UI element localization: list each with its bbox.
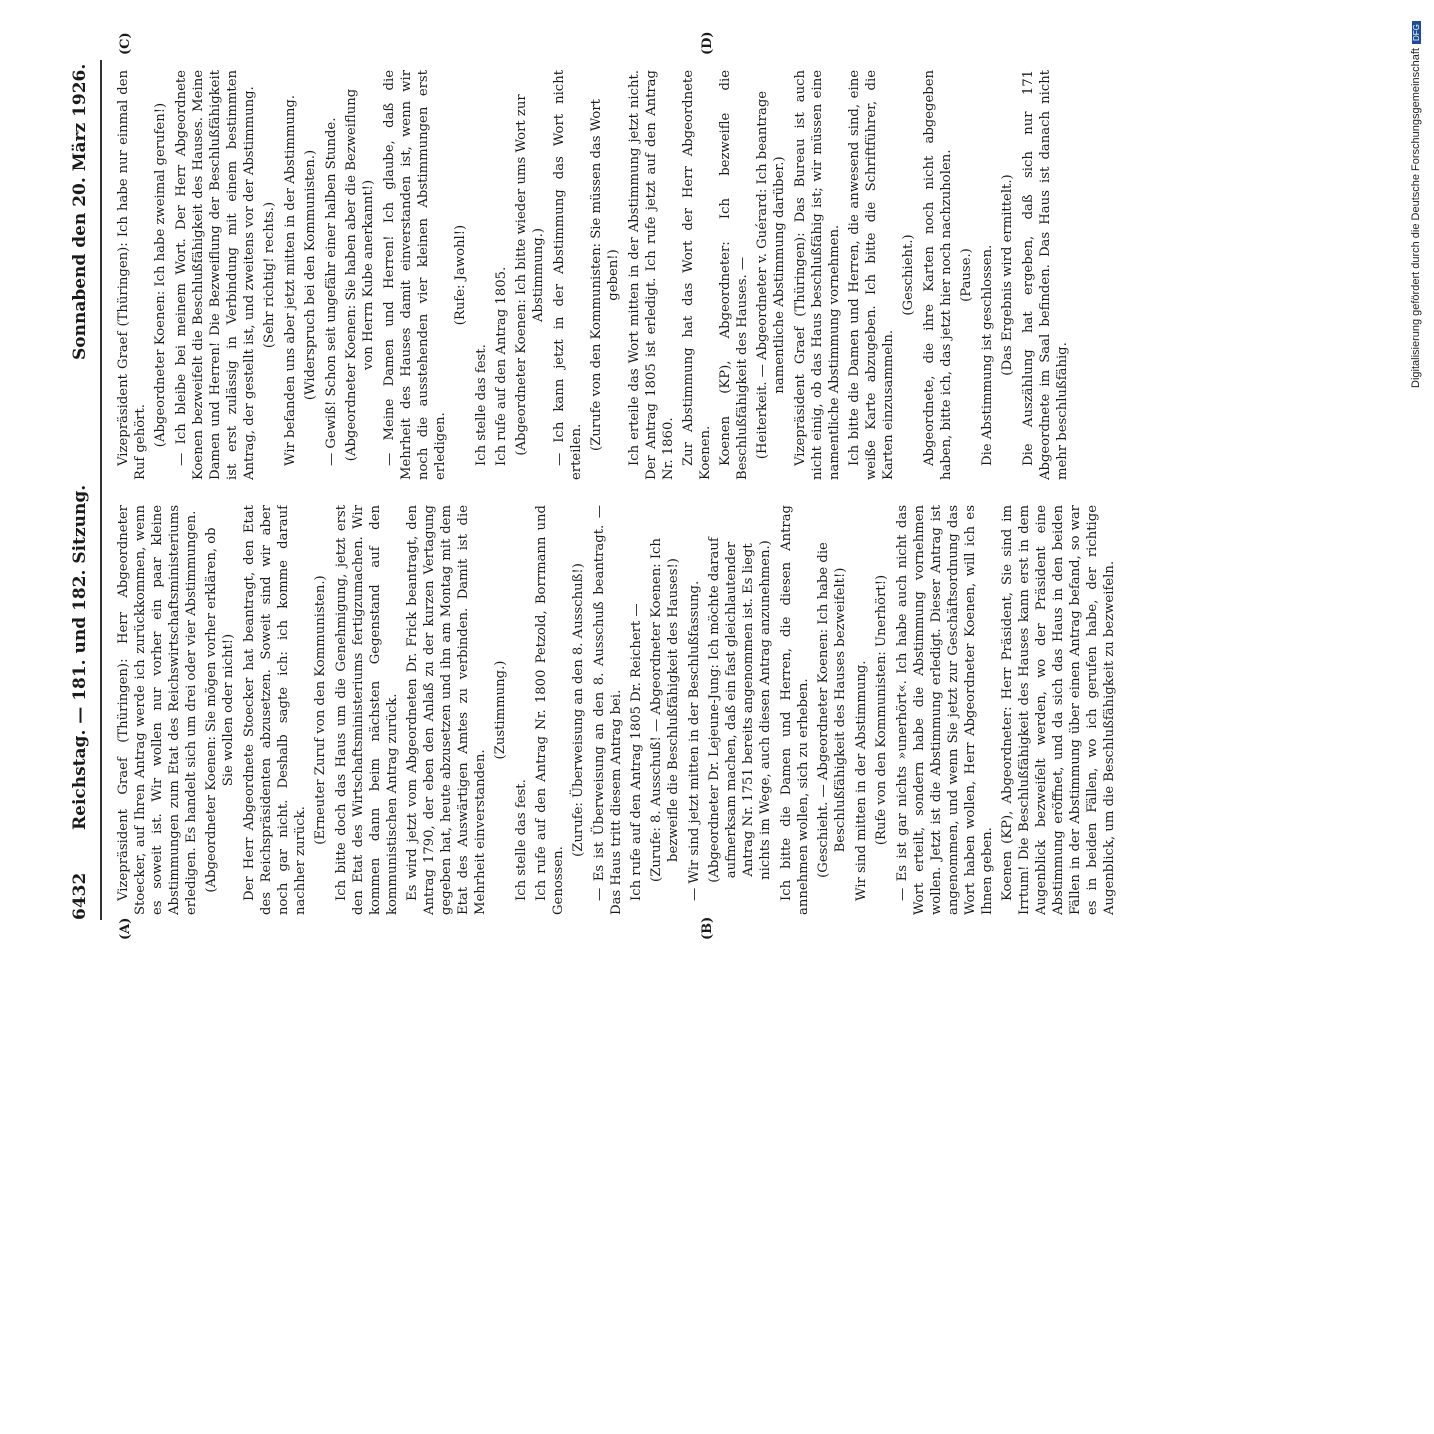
interjection: (Zurufe: 8. Ausschuß! — Abgeordneter Koenen: Ich bezweifle die Beschlußfähigkeit des Hauses!) [649,538,681,882]
paragraph: Es wird jetzt vom Abgeordneten Dr. Frick beantragt, den Antrag 1790, der eben den Anlaß zu der kurzen Vertagung gegeben hat, heute abzusetzen und ihn am Montag mit dem Etat des Auswärtigen Amtes zu verbinden. Damit ist die Mehrheit einverstanden. [405,505,488,915]
page-number: 6432 [70,872,90,920]
paragraph: Die Auszählung hat ergeben, daß sich nur 171 Abgeordnete im Saal befinden. Das Haus ist danach nicht mehr beschlußfähig. [1021,70,1070,480]
interjection: (Geschieht.) [901,234,916,316]
paragraph: Ich bitte die Damen und Herren, die diesen Antrag annehmen wollen, sich zu erheben. [779,505,811,915]
paragraph: — Ich bleibe bei meinem Wort. Der Herr Abgeordnete Koenen bezweifelt die Beschlußfähigkeit des Hauses. Meine Damen und Herren! Die Bezweiflung der Beschlußfähigkeit ist erst zulässig in Verbindung mit einem bestimmten Antrag, der gestellt ist, und zweitens vor der Abstimmung. [174,70,257,480]
interjection: (Abgeordneter Koenen: Ich habe zweimal gerufen!) [153,102,168,448]
interjection: (Pause.) [959,248,974,302]
left-column [115,505,1365,915]
paragraph: Ich stelle das fest. [474,344,489,466]
interjection: (Das Ergebnis wird ermittelt.) [1000,174,1015,376]
paragraph: Ich erteile das Wort mitten in der Abstimmung jetzt nicht. Der Antrag 1805 ist erledigt. Ich rufe jetzt auf den Antrag Nr. 1860. [627,70,676,480]
interjection: (Zustimmung.) [493,660,508,760]
paragraph: Vizepräsident Graef (Thüringen): Herr Abgeordneter Stoecker, auf Ihren Antrag werde ich zurückkommen, wenn es soweit ist. Wir wollen nur vorher ein paar kleine Abstimmungen zum Etat des Reichswirtschaftsministeriums erledigen. Es handelt sich um drei oder vier Abstimmungen. [116,505,199,915]
paragraph: Die Abstimmung ist geschlossen. [980,244,995,466]
paragraph: Der Herr Abgeordnete Stoecker hat beantragt, den Etat des Reichspräsidenten abzusetzen. Soweit sind wir aber noch gar nicht. Deshalb sagte ich: ich komme darauf nachher zurück. [242,505,308,915]
paragraph: Abgeordnete, die ihre Karten noch nicht abgegeben haben, bitte ich, das jetzt hier noch nachzuholen. [922,70,954,480]
paragraph: Wir befanden uns aber jetzt mitten in der Abstimmung. [283,95,298,466]
paragraph: Ich bitte die Damen und Herren, die anwesend sind, eine weiße Karte abzugeben. Ich bitte die Schriftführer, die Karten einzusammeln. [847,70,896,480]
paragraph: Wir sind mitten in der Abstimmung. [854,660,869,901]
interjection: (Zurufe von den Kommunisten: Sie müssen das Wort geben!) [589,99,621,451]
paragraph: Zur Abstimmung hat das Wort der Herr Abgeordnete Koenen. [681,70,713,480]
margin-marker-c: (C) [118,32,133,55]
credit-text: Digitalisierung gefördert durch die Deutsche Forschungsgemeinschaft [1410,48,1422,388]
paragraph: — Ich kann jetzt in der Abstimmung das Wort nicht erteilen. [552,70,584,480]
paragraph: — Es ist gar nichts »unerhört«. Ich habe auch nicht das Wort erteilt, sondern habe die Abstimmung vornehmen wollen. Jetzt ist die Abstimmung erledigt. Dieser Antrag ist angenommen, und wenn Sie jetzt zur Geschäftsordnung das Wort haben wollen, Herr Abgeordneter Koenen, will ich es Ihnen geben. [895,505,995,915]
header-left: Reichstag. — 181. und 182. Sitzung. [70,484,90,830]
paragraph: — Es ist Überweisung an den 8. Ausschuß beantragt. — Das Haus tritt diesem Antrag bei. [592,505,624,915]
interjection: (Zurufe: Überweisung an den 8. Ausschuß!) [571,563,586,857]
paragraph: — Wir sind jetzt mitten in der Beschlußfassung. [687,580,702,901]
interjection: (Abgeordneter Koenen: Ich bitte wieder ums Wort zur Abstimmung.) [514,94,546,456]
interjection: (Sehr richtig! rechts.) [262,201,277,349]
interjection: (Rufe von den Kommunisten: Unerhört!) [874,574,889,846]
page-header [70,60,100,920]
margin-marker-a: (A) [118,917,133,940]
paragraph: Ich rufe auf den Antrag 1805. [494,266,509,466]
header-rule [100,60,102,920]
interjection: (Widerspruch bei den Kommunisten.) [303,149,318,401]
margin-marker-b: (B) [700,916,715,940]
digitization-credit [1410,8,1430,388]
interjection: (Heiterkeit. — Abgeordneter v. Guérard: Ich beantrage namentliche Abstimmung darüber.) [755,90,787,460]
paragraph: Ich stelle das fest. [514,779,529,901]
paragraph: — Gewiß! Schon seit ungefähr einer halben Stunde. [324,117,339,466]
interjection: (Geschieht. — Abgeordneter Koenen: Ich habe die Beschlußfähigkeit des Hauses bezweifelt!) [816,542,848,878]
paragraph: Ich bitte doch das Haus um die Genehmigung, jetzt erst den Etat des Wirtschaftsministeriums fertigzumachen. Wir kommen dann beim nächsten Gegenstand auf den kommunistischen Antrag zurück. [334,505,400,915]
paragraph: Ich rufe auf den Antrag 1805 Dr. Reichert — [629,603,644,901]
interjection: (Erneuter Zuruf von den Kommunisten.) [313,575,328,845]
paragraph: Ich rufe auf den Antrag Nr. 1800 Petzold, Borrmann und Genossen. [534,505,566,915]
margin-marker-d: (D) [700,31,715,55]
paragraph: Koenen (KP), Abgeordneter: Ich bezweifle die Beschlußfähigkeit des Hauses. — [718,70,750,480]
interjection: (Rufe: Jawohl!) [453,224,468,326]
interjection: (Abgeordneter Koenen: Sie mögen vorher erklären, ob Sie wollen oder nicht!) [204,527,236,893]
paragraph: Vizepräsident Graef (Thüringen): Das Bureau ist auch nicht einig, ob das Haus beschlußfähig ist; wir müssen eine namentliche Abstimmung vornehmen. [793,70,842,480]
interjection: (Abgeordneter Dr. Lejeune-Jung: Ich möchte darauf aufmerksam machen, daß ein fast gleichlautender Antrag Nr. 1751 bereits angenommen ist. Es liegt nichts im Wege, auch diesen Antrag anzunehmen.) [707,537,773,883]
paragraph: Koenen (KP), Abgeordneter: Herr Präsident, Sie sind im Irrtum! Die Beschlußfähigkeit des Hauses kann erst in dem Augenblick bezweifelt werden, wo der Präsident eine Abstimmung eröffnet, und da sich das Haus in den beiden Fällen in der Abstimmung über einen Antrag befand, so war es in beiden Fällen, wo ich gerufen habe, der richtige Augenblick, um die Beschlußfähigkeit zu bezweifeln. [1000,505,1117,915]
paragraph: Vizepräsident Graef (Thüringen): Ich habe nur einmal den Ruf gehört. [116,70,148,480]
right-column [115,70,1365,480]
interjection: (Abgeordneter Koenen: Sie haben aber die Bezweiflung von Herrn Kube anerkannt!) [344,88,376,462]
paragraph: — Meine Damen und Herren! Ich glaube, daß die Mehrheit des Hauses damit einverstanden ist, wenn wir noch die ausstehenden vier kleinen Abstimmungen erst erledigen. [382,70,448,480]
dfg-logo: DFG [1412,21,1421,44]
header-right: Sonnabend den 20. März 1926. [70,63,90,360]
